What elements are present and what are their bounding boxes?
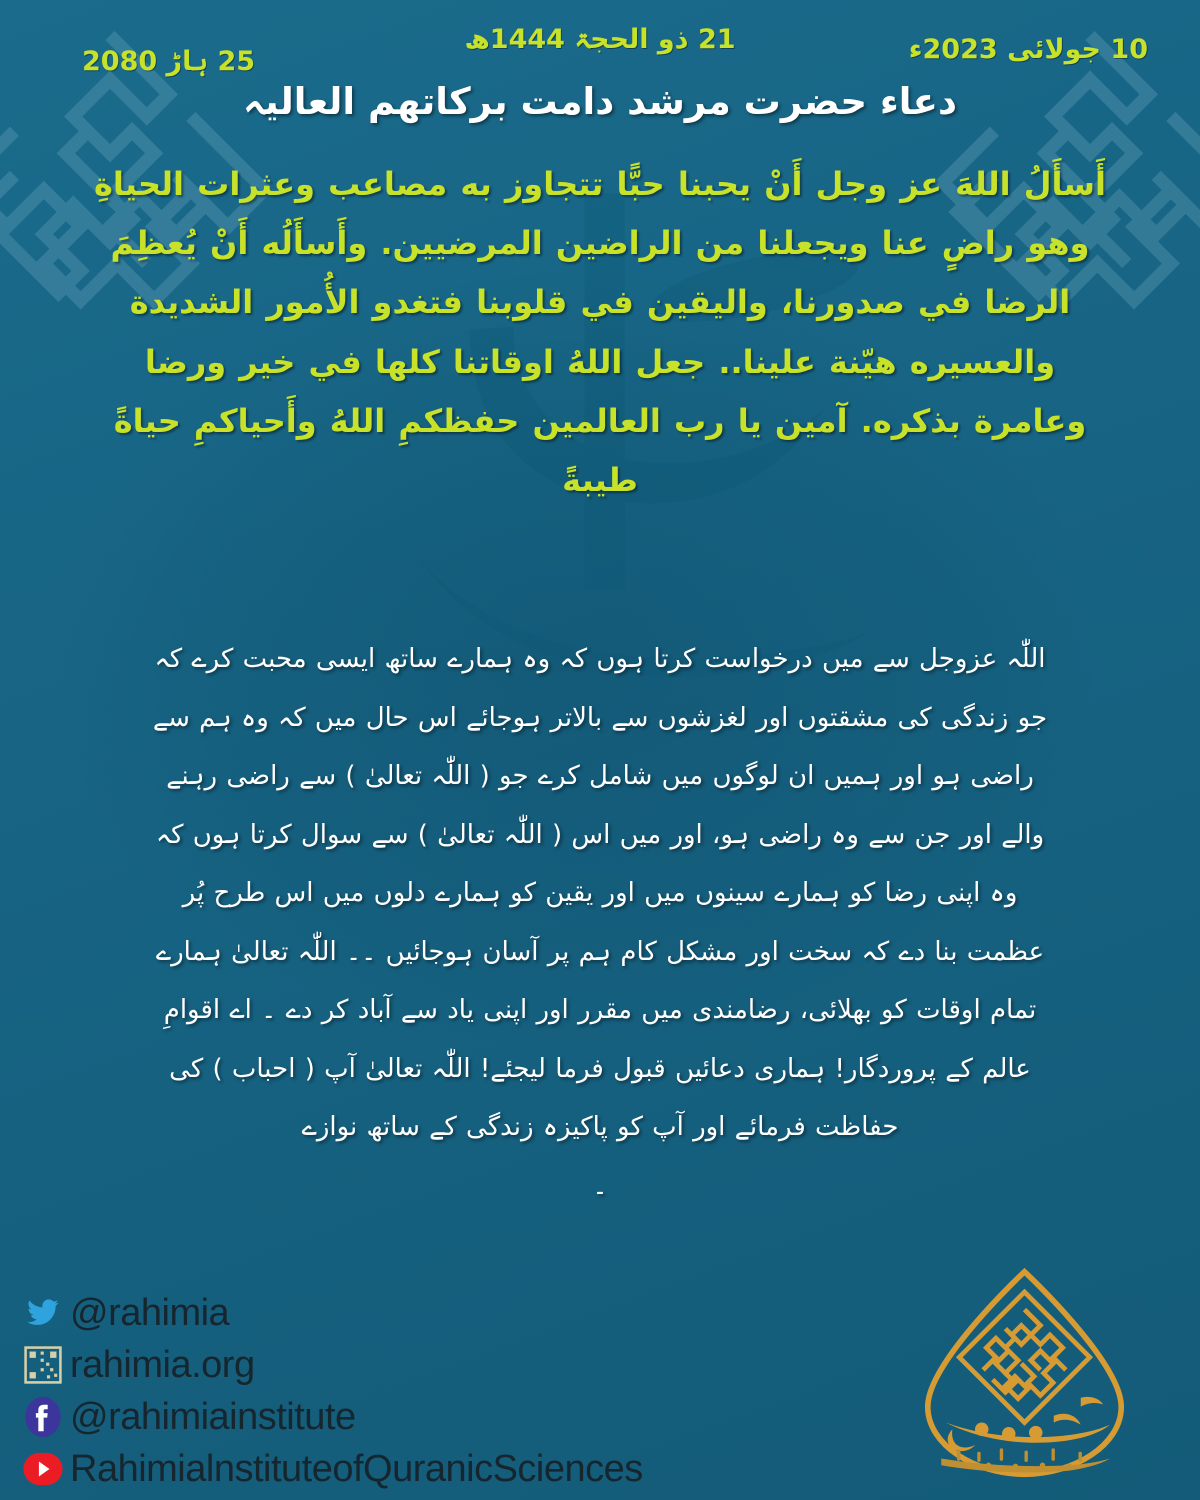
- arabic-dua-text: أَسأَلُ اللهَ عز وجل أَنْ يحبنا حبًّا تتجاوز به مصاعب وعثرات الحياةِ وهو راضٍ عنا ويجعلنا من الراضين المرضيين. وأَسأَلُه أَنْ يُعظِمَ الرضا في صدورنا، واليقين في قلوبنا فتغدو الأُمور الشديدة والعسيره هيّنة علينا.. جعل اللهُ اوقاتنا كلها في خير ورضا وعامرة بذكره. آمين يا رب العالمين حفظكمِ اللهُ وأَحياكمِ حياةً طيبةً: [94, 165, 1106, 499]
- social-link-website[interactable]: [22, 1342, 643, 1388]
- social-link-facebook[interactable]: [22, 1394, 643, 1440]
- poster-header: [0, 0, 1200, 123]
- social-link-label: @rahimia: [70, 1292, 230, 1334]
- social-links-list: [22, 1290, 643, 1492]
- twitter-icon: [22, 1292, 64, 1334]
- date-hijri: 21 ذو الحجۃ 1444ھ: [464, 24, 736, 55]
- page-title: دعاء حضرت مرشد دامت برکاتھم العالیہ: [243, 80, 957, 123]
- social-link-youtube[interactable]: [22, 1446, 643, 1492]
- social-link-label: RahimialnstituteofQuranicSciences: [70, 1448, 643, 1490]
- social-link-twitter[interactable]: [22, 1290, 643, 1336]
- social-link-label: @rahimiainstitute: [70, 1396, 356, 1438]
- poster-footer: [0, 1250, 1200, 1500]
- youtube-icon: [22, 1448, 64, 1490]
- facebook-icon: [22, 1396, 64, 1438]
- institute-logo: [907, 1265, 1142, 1490]
- date-row: [0, 18, 1200, 78]
- website-qr-icon: [22, 1344, 64, 1386]
- date-bikrami: 25 ہاڑ 2080: [82, 46, 256, 77]
- urdu-translation-text: اللّٰہ عزوجل سے میں درخواست کرتا ہوں کہ وہ ہمارے ساتھ ایسی محبت کرے کہ جو زندگی کی مشقتوں اور لغزشوں سے بالاتر ہوجائے اس حال میں کہ وہ ہم سے راضی ہو اور ہمیں ان لوگوں میں شامل کرے جو ( اللّٰہ تعالیٰ ) سے راضی رہنے والے اور جن سے وہ راضی ہو، اور میں اس ( اللّٰہ تعالیٰ ) سے سوال کرتا ہوں کہ وہ اپنی رضا کو ہمارے سینوں میں اور یقین کو ہمارے دلوں میں اس طرح پُر عظمت بنا دے کہ سخت اور مشکل کام ہم پر آسان ہوجائیں ۔۔ اللّٰہ تعالیٰ ہمارے تمام اوقات کو بھلائی، رضامندی میں مقرر اور اپنی یاد سے آباد کر دے ۔ اے اقوامِ عالم کے پروردگار! ہماری دعائیں قبول فرما لیجئے! اللّٰہ تعالیٰ آپ ( احباب ) کی حفاظت فرمائے اور آپ کو پاکیزہ زندگی کے ساتھ نوازے: [152, 644, 1048, 1143]
- date-gregorian: 10 جولائی 2023ء: [908, 34, 1148, 65]
- urdu-translation-tail: ۔: [592, 1170, 608, 1201]
- social-link-label: rahimia.org: [70, 1344, 255, 1386]
